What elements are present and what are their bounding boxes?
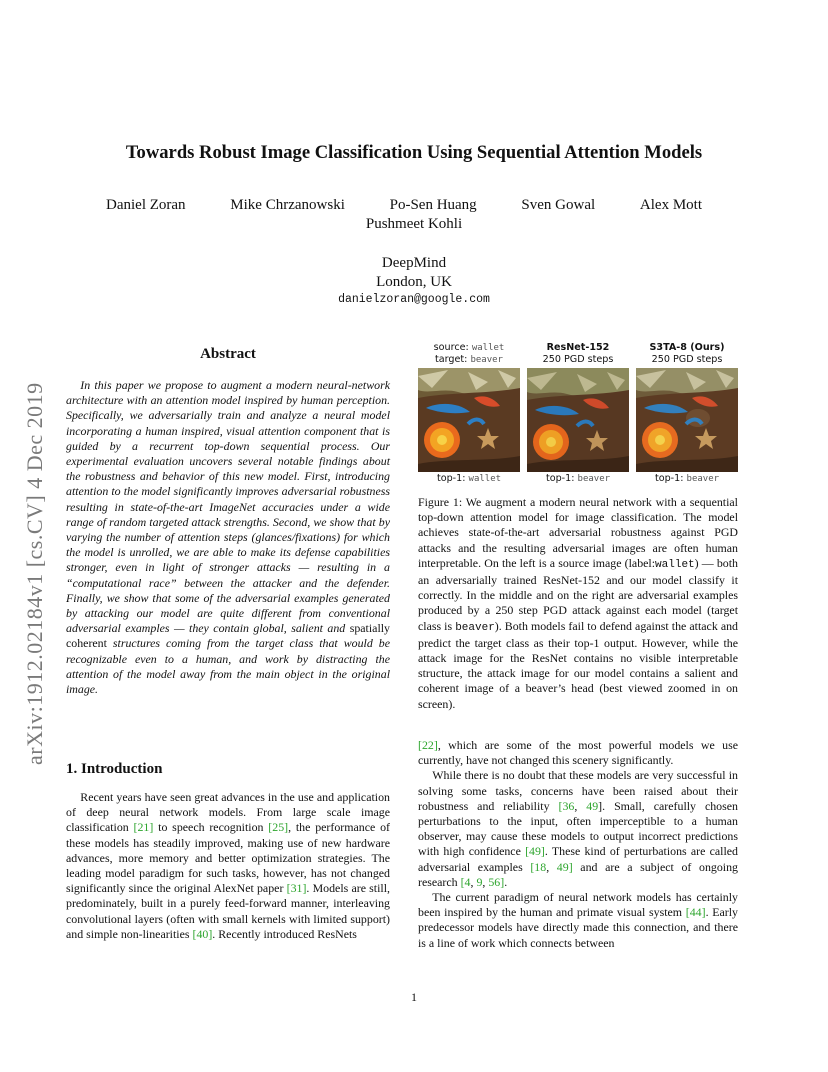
abstract-heading: Abstract xyxy=(200,346,256,362)
author-name: Po-Sen Huang xyxy=(389,197,477,213)
source-wallet-image xyxy=(418,368,520,472)
location: London, UK xyxy=(376,274,452,290)
intro-text: Recent years have seen great advances in the use and application of deep neural network models. From large scale image classification [21] to speech recognition [25], the performance of these models has steadily improved, making use of new hardware advances, more memory and better optimization strategies. The leading model paradigm for such tasks, however, has not changed significantly since the original AlexNet paper [31]. Models are still, predominately, built in a purely feed-forward manner, interleaving convolutional layers (often with small kernels with limited support) and simple non-linearities [40]. Recently introduced ResNets xyxy=(66,790,390,941)
author-name: Pushmeet Kohli xyxy=(365,216,463,232)
citation-link[interactable]: [25] xyxy=(268,820,289,835)
paragraph: [22], which are some of the most powerful models we use currently, have not changed this scenery significantly. xyxy=(418,738,738,768)
citation-link[interactable]: [18 xyxy=(530,859,547,874)
citation-link[interactable]: 56] xyxy=(488,874,505,889)
author-list xyxy=(60,196,768,234)
paper-title: Towards Robust Image Classification Using Sequential Attention Models xyxy=(125,142,703,163)
citation-link[interactable]: [49] xyxy=(525,844,545,859)
figure-1-caption: Figure 1: We augment a modern neural network with a sequential top-down attention model for image classification. The model achieves state-of-the-art adversarial robustness against PGD attacks and the resulting adversarial images are often human interpretable. On the left is a source image (label:wallet) — both an adversarially trained ResNet-152 and our model classify it correctly. In the middle and on the right are adversarial examples produced by a 250 step PGD attack against each model (target class is beaver). Both models fail to defend against the attack and predict the target class as their top-1 output. However, while the attack image for the ResNet contains no visible interpretable structure, the attack image for our model contains a salient and coherent image of a beaver’s head (best viewed zoomed in on screen). xyxy=(418,495,739,711)
citation-link[interactable]: [31] xyxy=(286,881,307,896)
citation-link[interactable]: [40] xyxy=(192,926,213,941)
author-email: danielzoran@google.com xyxy=(338,293,490,306)
author-name: Sven Gowal xyxy=(521,197,596,213)
citation-link[interactable]: 49] xyxy=(556,859,573,874)
arxiv-identifier: arXiv:1912.02184v1 [cs.CV] 4 Dec 2019 xyxy=(22,382,47,765)
citation-link[interactable]: [44] xyxy=(685,905,706,920)
figure-panel-s3ta: S3TA-8 (Ours) 250 PGD steps top-1: beaver xyxy=(636,342,738,488)
paragraph: While there is no doubt that these models are very successful in solving some tasks, concerns have been raised about their robustness and reliability [36, 49]. Small, carefully chosen perturbations to the input, often imperceptible to a human observer, may cause these models to output incorrect predictions with high confidence [49]. These kind of perturbations are called adversarial examples [18, 49] and are a subject of ongoing research [4, 9, 56]. xyxy=(418,768,738,889)
resnet-adversarial-image xyxy=(527,368,629,472)
citation-link[interactable]: [22] xyxy=(418,738,438,752)
page-number: 1 xyxy=(411,990,417,1004)
citation-link[interactable]: [21] xyxy=(133,820,154,835)
citation-link[interactable]: [36 xyxy=(558,798,575,813)
figure-panel-resnet: ResNet-152 250 PGD steps top-1: beaver xyxy=(527,342,629,488)
figure-panel-source: source: wallet target: beaver top-1: wallet xyxy=(418,342,520,488)
figure-1 xyxy=(418,342,738,488)
affiliation: DeepMind xyxy=(381,255,447,271)
paragraph: The current paradigm of neural network models has certainly been inspired by the human and primate visual system [44]. Early predecessor models have directly made this connection, and there is a line of work which connects between xyxy=(418,890,738,950)
right-column-text xyxy=(418,738,738,951)
s3ta-adversarial-image xyxy=(636,368,738,472)
citation-link[interactable]: 49 xyxy=(586,798,599,813)
author-name: Mike Chrzanowski xyxy=(230,197,345,213)
intro-heading: 1. Introduction xyxy=(66,761,163,777)
author-name: Daniel Zoran xyxy=(106,197,186,213)
citation-link[interactable]: 9 xyxy=(476,874,483,889)
author-name: Alex Mott xyxy=(639,197,702,213)
affiliation-block xyxy=(60,254,768,292)
abstract-text: In this paper we propose to augment a modern neural-network architecture with an attention model inspired by human perception. Specifically, we adversarially train and analyze a neural model incorporating a human inspired, visual attention component that is guided by a recurrent top-down sequential process. Our experimental evaluation uncovers several notable findings about the robustness and behavior of this new model. First, introducing attention to the model significantly improves adversarial robustness resulting in state-of-the-art ImageNet accuracies under a wide range of random targeted attack strengths. Second, we show that by varying the number of attention steps (glances/fixations) for which the model is unrolled, we are able to make its defense capabilities stronger, even in light of stronger attacks — resulting in a “computational race” between the attacker and the defender. Finally, we show that some of the adversarial examples generated by attacking our model are quite different from conventional adversarial examples — they contain global, salient and spatially coherent structures coming from the target class that would be recognizable even to a human, and work by distracting the attention of the model away from the main object in the original image. xyxy=(66,378,390,697)
citation-link[interactable]: [4 xyxy=(460,874,471,889)
